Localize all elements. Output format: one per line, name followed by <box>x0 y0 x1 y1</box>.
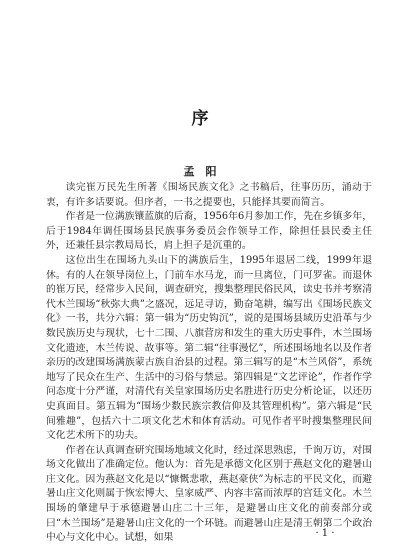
paragraph: 作者在认真调查研究围场地域文化时，经过深思熟虑，千询万访，对围场文化做出了准确定位。他认为：首先是承德文化区别于燕赵文化的避暑山庄文化。因为燕赵文化是以“慷慨悲歌，燕赵豪侠”为标志的平民文化，而避暑山庄文化则属于恢宏博大、皇家威严、内容丰富而浓厚的宫廷文化。木兰围场的肇建早于承德避暑山庄二十三年，是避暑山庄文化的前奏部分或曰“木兰围场”是避暑山庄文化的一个环链。而避暑山庄是清王朝第二个政治中心与文化中心。试想，如果 <box>46 444 372 544</box>
paragraph: 这位出生在围场九头山下的满族后生，1995年退居二线，1999年退休。有的人在领导岗位上，门前车水马龙，而一旦离位，门可罗雀。而退休的崔万民，经常步入民间，调查研究，搜集整理民俗民风，读史书并考察清代木兰围场“秋弥大典”之盛况，远足寻访，勤奋笔耕，编写出《围场民族文化》一书，共分六辑：第一辑为“历史钩沉”，说的是围场县域历史沿革与少数民族历史与现状，七十二围、八旗营房和发生的重大历史事件，木兰围场文化遗迹，木兰传说、故事等。第二辑“往事漫忆”，所述围场地名以及作者亲历的改建围场满族蒙古族自治县的过程。第三辑写的是“木兰风俗”，系统地写了民众在生产、生活中的习俗与禁忌。第四辑是“文艺评论”，作者作学问态度十分严谨，对清代有关皇家围场历史名胜进行历史分析论证，以还历史真面目。第五辑为“围场少数民族宗教信仰及其管理机构”。第六辑是“民间雅趣”，包括六十二项文化艺术和体育活动。可见作者平时搜集整理民间文化艺术所下的功夫。 <box>46 254 372 442</box>
page-title: 序 <box>191 109 209 129</box>
page-number: · 1 · <box>315 528 335 539</box>
preface-body <box>46 181 372 544</box>
author-name: 孟阳 <box>183 165 228 178</box>
paragraph: 读完崔万民先生所著《围场民族文化》之书稿后，往事历历，涌动于衷，有许多话要说。但序者，一书之提要也，只能择其要而简言。 <box>46 182 372 208</box>
paragraph: 作者是一位满族镶蓝旗的后裔，1956年6月参加工作，先在乡镇多年，后于1984年调任围场县民族事务委员会作领导工作，除担任县民委主任外，还兼任县宗教局局长，肩上担子是沉重的。 <box>46 211 372 252</box>
